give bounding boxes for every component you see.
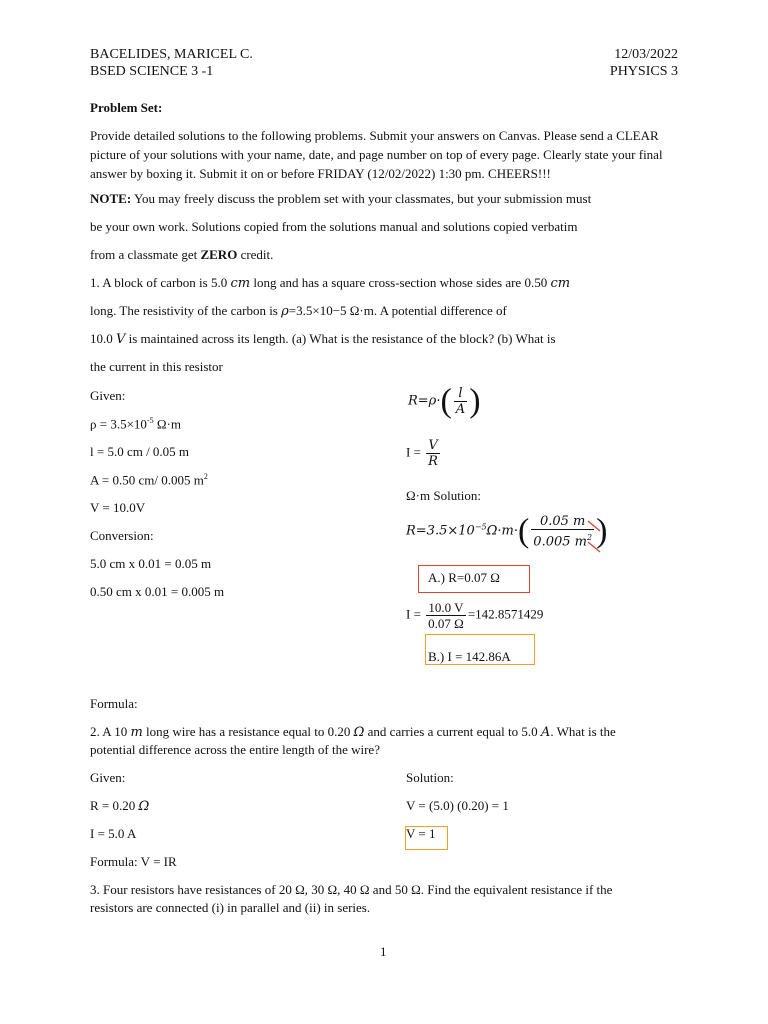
sol-lhs: R=3.5×10 (406, 523, 475, 539)
p1-text: 1. A block of carbon is 5.0 (90, 275, 228, 290)
rho-symbol: ρ (281, 304, 289, 319)
instructions-paragraph: Provide detailed solutions to the following problems. Submit your answers on Canvas. Please send a CLEAR picture of your solutions with your name, date, and page number on top of every page. Clearly state your final answer by boxing it. Submit it on or before FRIDAY (12/02/2022) 1:30 pm. CHEERS!!! (90, 128, 663, 181)
note-text-1: You may freely discuss the problem set with your classmates, but your submission must (133, 191, 592, 206)
p2-formula: Formula: V = IR (90, 854, 177, 869)
fraction (531, 514, 594, 549)
given-label: Given: (90, 388, 126, 403)
note-line-2: be your own work. Solutions copied from the solutions manual and solutions copied verbatim (90, 219, 578, 234)
given-length: l = 5.0 cm / 0.05 m (90, 444, 190, 459)
given-rho (90, 416, 181, 432)
problem3-line-1: 3. Four resistors have resistances of 20 Ω, 30 Ω, 40 Ω and 50 Ω. Find the equivalent resistance if the (90, 882, 613, 897)
p2-answer: V = 1 (406, 826, 436, 841)
p2-text: and carries a current equal to 5.0 (367, 724, 538, 739)
subject-name: PHYSICS 3 (609, 64, 678, 79)
note-zero: ZERO (200, 247, 238, 262)
conversion-2: 0.50 cm x 0.01 = 0.005 m (90, 584, 225, 599)
exponent: −5 (474, 522, 487, 532)
problem-set-title: Problem Set: (90, 100, 163, 115)
problem1-line-1 (90, 275, 570, 291)
given-r-value: R = 0.20 (90, 798, 136, 813)
student-name: BACELIDES, MARICEL C. (90, 47, 253, 62)
solution-label: Ω·m Solution: (406, 488, 482, 503)
numerator: 0.05 m (531, 514, 594, 530)
conversion-1: 5.0 cm x 0.01 = 0.05 m (90, 556, 212, 571)
note-text-3: from a classmate get (90, 247, 198, 262)
unit: Ω·m (153, 416, 181, 432)
p1-unit: cm (550, 276, 571, 291)
p2-unit: A (540, 725, 551, 740)
problem2-line-1 (90, 724, 616, 740)
p2-solution-label: Solution: (406, 770, 454, 785)
current-result: =142.8571429 (467, 606, 544, 622)
p1-text: 10.0 (90, 331, 113, 346)
given-rho-value: ρ = 3.5×10 (90, 416, 147, 432)
formula-lhs: R=ρ· (408, 393, 441, 409)
problem1-line-2 (90, 303, 507, 319)
numerator: 10.0 V (426, 600, 466, 616)
course-section: BSED SCIENCE 3 -1 (90, 64, 214, 79)
p2-given-r (90, 798, 149, 814)
p2-unit: Ω (353, 725, 365, 740)
exponent: 2 (203, 472, 208, 481)
denominator: 0.07 Ω (428, 616, 464, 631)
given-area (90, 472, 208, 488)
denominator: R (428, 454, 438, 469)
p2-text: long wire has a resistance equal to 0.20 (146, 724, 351, 739)
exponent: -5 (146, 416, 154, 425)
fraction (426, 600, 466, 631)
p2-given-i: I = 5.0 A (90, 826, 137, 841)
given-voltage: V = 10.0V (90, 500, 146, 515)
solution-resistance: $R=3.5\times 10^{-5}\Omega\cdot m\cdot$( $\frac{0.05 m}{0.005 m^2}$ ) (406, 512, 608, 550)
problem1-line-3 (90, 331, 556, 347)
note-line-3 (90, 247, 273, 263)
p2-given-label: Given: (90, 770, 126, 785)
fraction (454, 386, 467, 417)
note-credit: credit. (240, 247, 274, 262)
formula-resistance: R=ρ·( $\frac{l}{A}$ ) (408, 382, 481, 420)
p2-text: . What is the (550, 724, 616, 739)
p2-solution: V = (5.0) (0.20) = 1 (406, 798, 509, 813)
sol-unit: Ω·m· (486, 523, 518, 539)
p2-unit: m (130, 725, 143, 740)
denominator: A (455, 402, 466, 417)
cancel-mark-icon (586, 518, 604, 556)
answer-a: A.) R=0.07 Ω (428, 570, 500, 585)
fraction (426, 438, 440, 469)
answer-b: B.) I = 142.86A (428, 649, 511, 664)
current-lhs: I = (406, 606, 421, 622)
conversion-label: Conversion: (90, 528, 154, 543)
problem2-line-2: potential difference across the entire length of the wire? (90, 742, 380, 757)
formula-label: Formula: (90, 696, 138, 711)
numerator: l (454, 386, 467, 402)
formula-lhs: I = (406, 444, 421, 460)
header-date: 12/03/2022 (614, 47, 678, 62)
problem1-line-4: the current in this resistor (90, 359, 223, 374)
problem3-line-2: resistors are connected (i) in parallel and (ii) in series. (90, 900, 371, 915)
page-number: 1 (380, 944, 387, 959)
denominator: 0.005 m (533, 534, 587, 550)
p2-text: 2. A 10 (90, 724, 128, 739)
solution-current (406, 600, 543, 631)
p1-unit: cm (230, 276, 251, 291)
formula-current (406, 438, 442, 469)
unit: Ω (138, 799, 150, 814)
exponent: 2 (586, 533, 593, 542)
p1-text: long. The resistivity of the carbon is (90, 303, 278, 318)
p1-text: =3.5×10−5 Ω·m. A potential difference of (288, 303, 507, 318)
note-line-1 (90, 191, 591, 207)
p1-text: long and has a square cross-section whose sides are 0.50 (253, 275, 548, 290)
p1-unit: V (116, 332, 126, 347)
given-area-value: A = 0.50 cm/ 0.005 m (90, 472, 204, 488)
p1-text: is maintained across its length. (a) What is the resistance of the block? (b) What is (128, 331, 556, 346)
note-label: NOTE: (90, 191, 132, 206)
numerator: V (426, 438, 440, 454)
